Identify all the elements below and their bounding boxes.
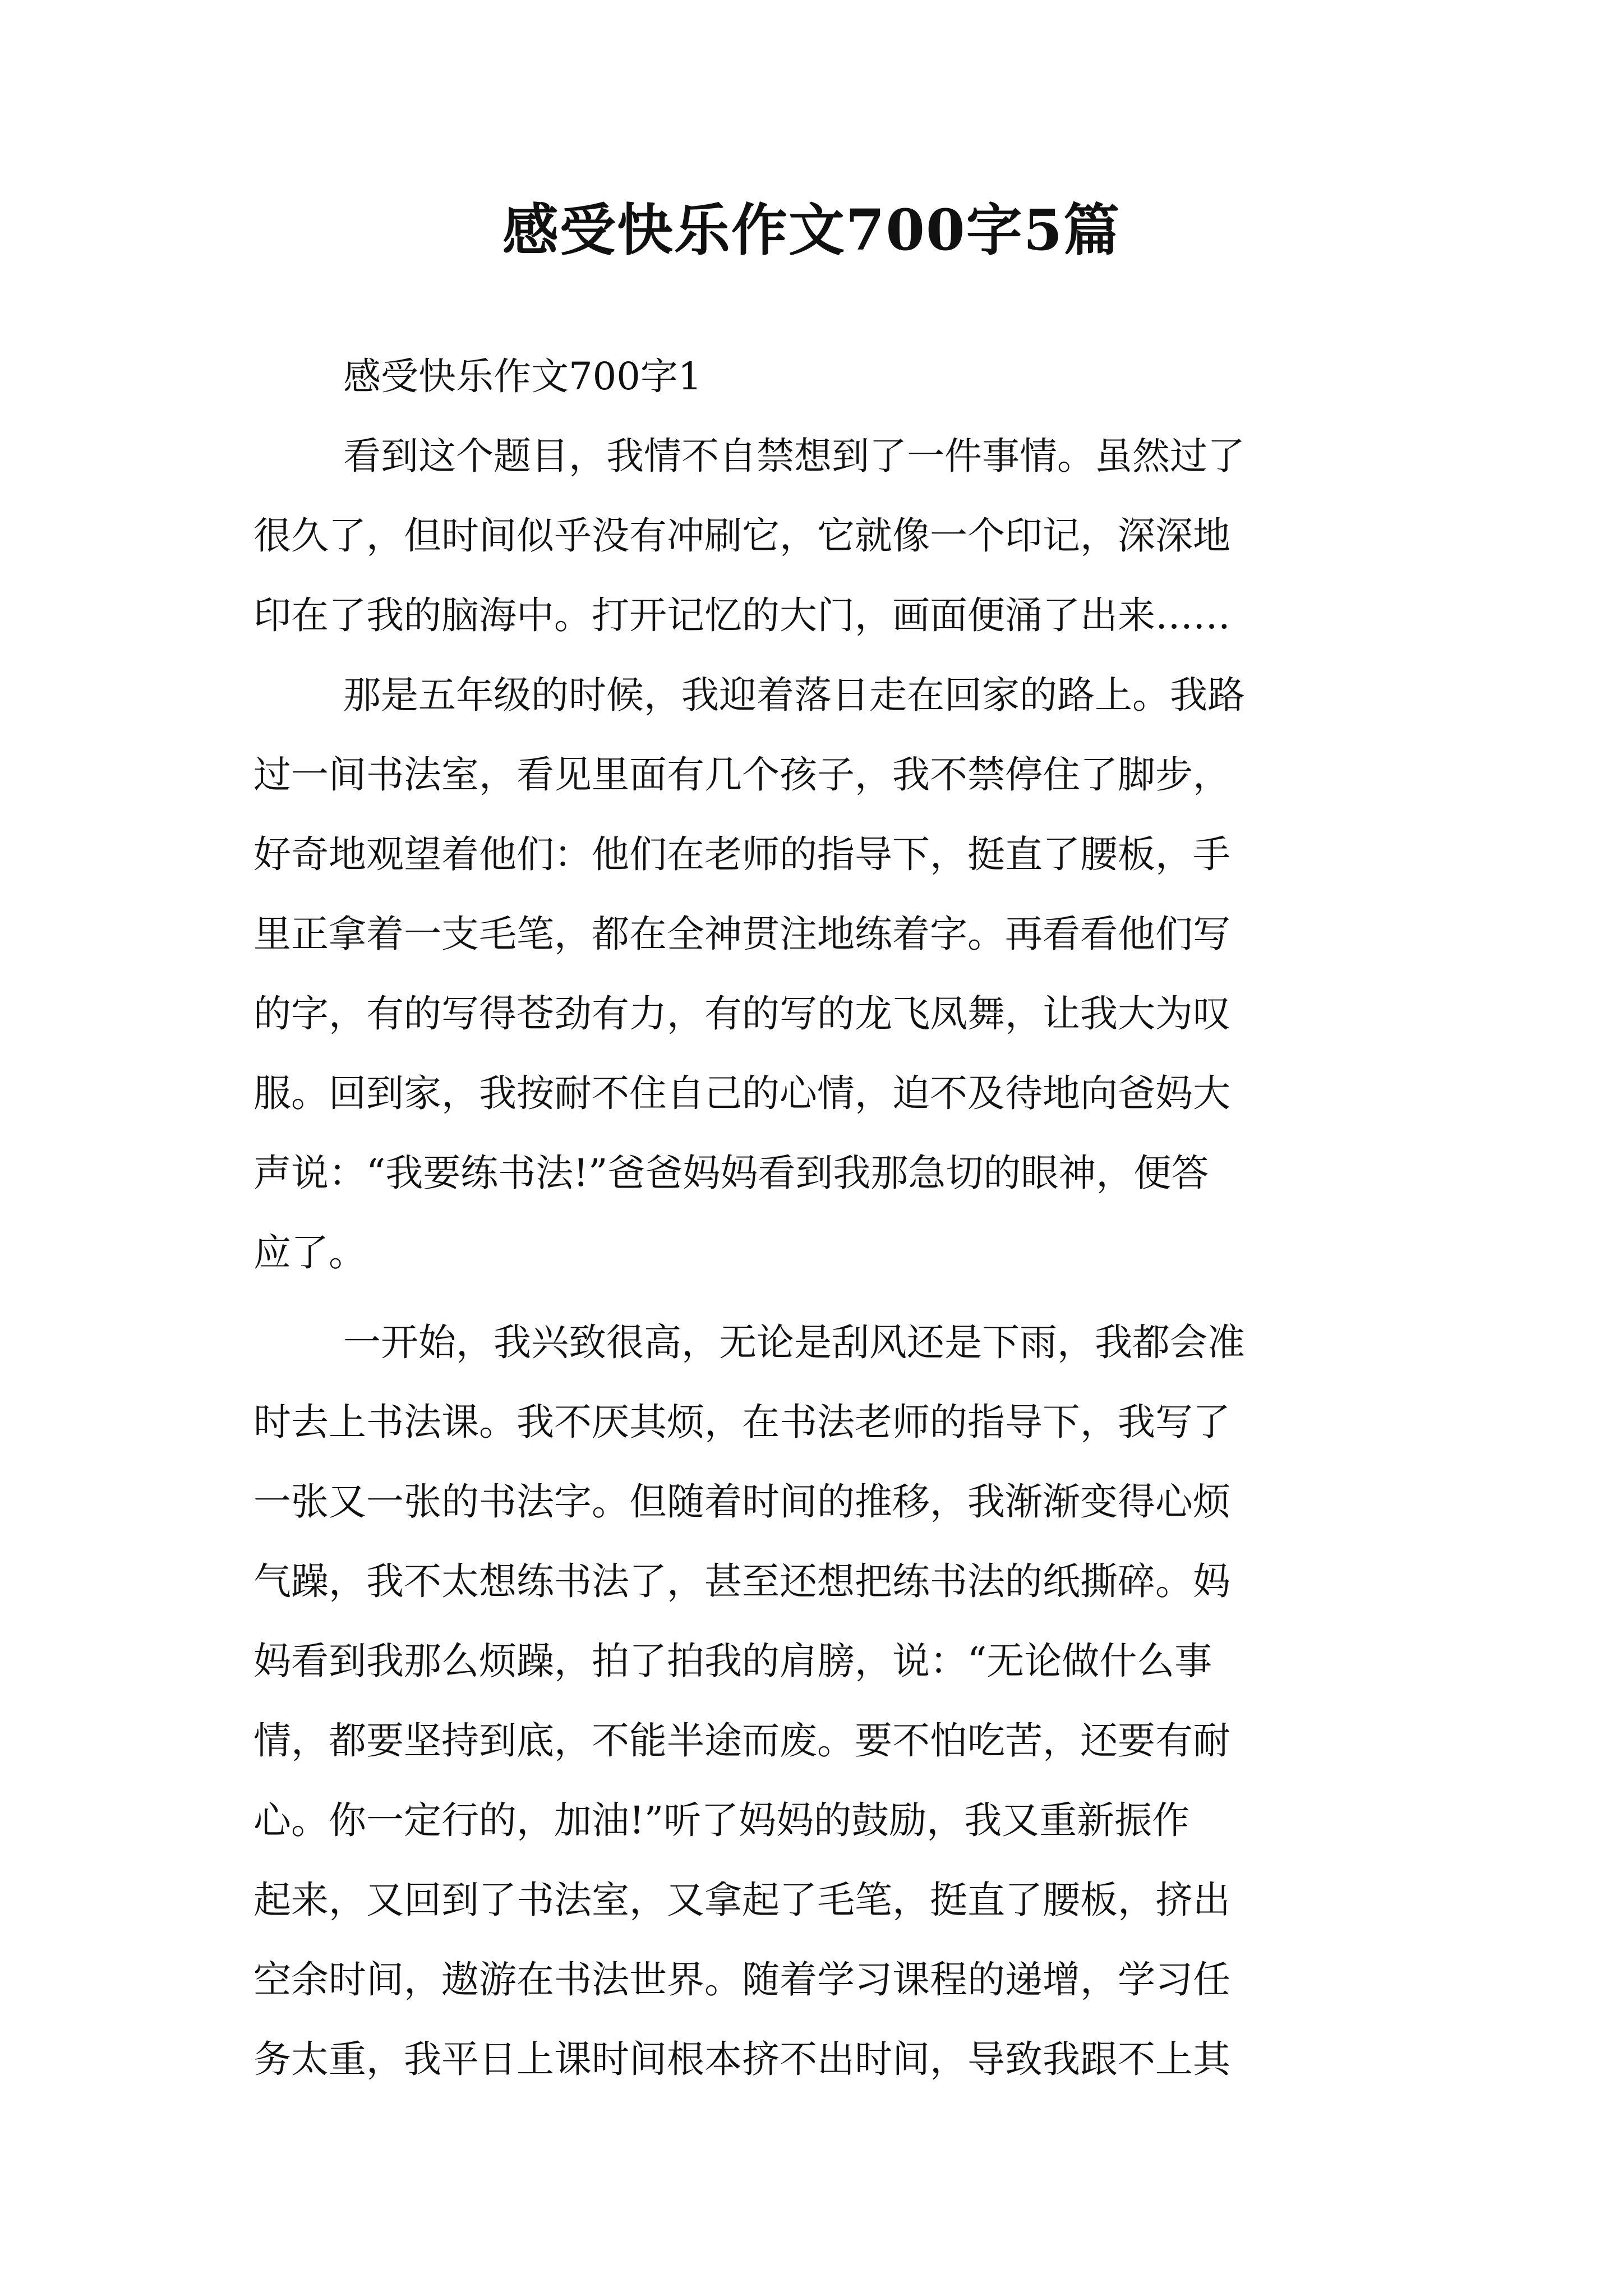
paragraph-line: 气躁，我不太想练书法了，甚至还想把练书法的纸撕碎。妈 — [253, 1559, 1230, 1603]
paragraph-line: 起来，又回到了书法室，又拿起了毛笔，挺直了腰板，挤出 — [253, 1878, 1230, 1922]
paragraph-line: 时去上书法课。我不厌其烦，在书法老师的指导下，我写了 — [253, 1400, 1230, 1444]
paragraph-3 — [253, 1303, 1381, 2099]
paragraph-1 — [253, 416, 1381, 655]
paragraph-line: 务太重，我平日上课时间根本挤不出时间，导致我跟不上其 — [253, 2037, 1230, 2081]
paragraph-line: 心。你一定行的，加油!”听了妈妈的鼓励，我又重新振作 — [253, 1798, 1190, 1842]
section-heading: 感受快乐作文700字1 — [343, 355, 702, 398]
paragraph-line: 过一间书法室，看见里面有几个孩子，我不禁停住了脚步， — [253, 753, 1230, 797]
paragraph-line: 一开始，我兴致很高，无论是刮风还是下雨，我都会准 — [343, 1320, 1245, 1364]
paragraph-line: 服。回到家，我按耐不住自己的心情，迫不及待地向爸妈大 — [253, 1071, 1230, 1115]
paragraph-line: 那是五年级的时候，我迎着落日走在回家的路上。我路 — [343, 673, 1245, 717]
paragraph-line: 里正拿着一支毛笔，都在全神贯注地练着字。再看看他们写 — [253, 912, 1230, 956]
paragraph-spacer — [253, 1292, 1381, 1303]
document-title: 感受快乐作文700字5篇 — [502, 197, 1121, 263]
document-body — [253, 337, 1381, 2099]
paragraph-line: 一张又一张的书法字。但随着时间的推移，我渐渐变得心烦 — [253, 1480, 1230, 1524]
paragraph-line: 很久了，但时间似乎没有冲刷它，它就像一个印记，深深地 — [253, 514, 1230, 558]
paragraph-line: 妈看到我那么烦躁，拍了拍我的肩膀，说：“无论做什么事 — [253, 1639, 1212, 1683]
paragraph-line: 印在了我的脑海中。打开记忆的大门，画面便涌了出来…… — [253, 593, 1230, 637]
paragraph-line: 声说：“我要练书法!”爸爸妈妈看到我那急切的眼神，便答 — [253, 1151, 1209, 1195]
paragraph-line: 空余时间，遨游在书法世界。随着学习课程的递增，学习任 — [253, 1958, 1230, 2001]
paragraph-line: 情，都要坚持到底，不能半途而废。要不怕吃苦，还要有耐 — [253, 1719, 1230, 1763]
paragraph-line: 应了。 — [253, 1231, 366, 1274]
paragraph-line: 看到这个题目，我情不自禁想到了一件事情。虽然过了 — [343, 434, 1245, 478]
paragraph-line: 的字，有的写得苍劲有力，有的写的龙飞凤舞，让我大为叹 — [253, 992, 1230, 1036]
paragraph-line: 好奇地观望着他们：他们在老师的指导下，挺直了腰板，手 — [253, 832, 1230, 876]
paragraph-2 — [253, 655, 1381, 1292]
